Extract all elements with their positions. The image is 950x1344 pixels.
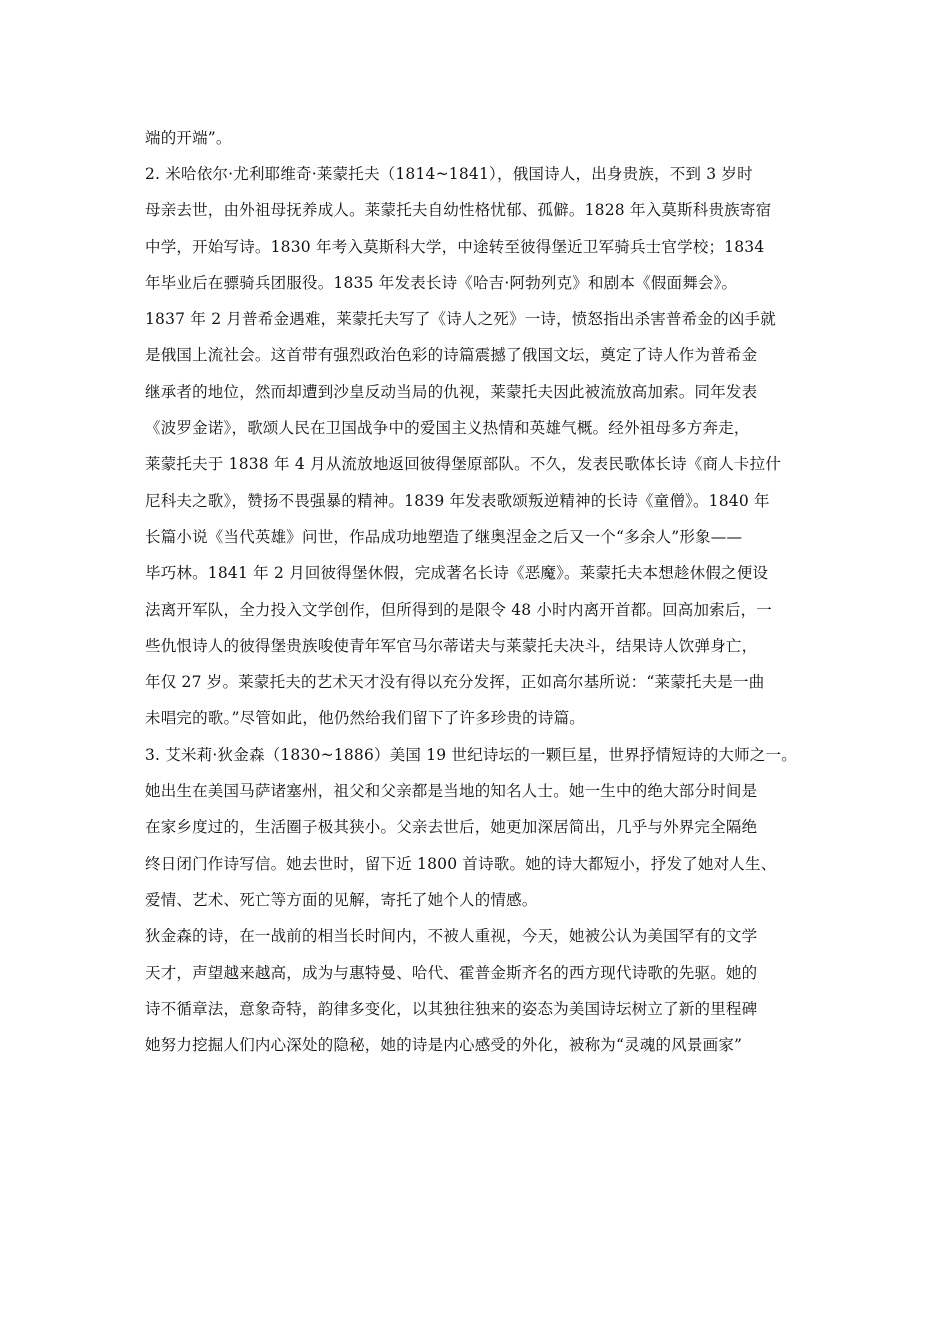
text-line: 终日闭门作诗写信。她去世时，留下近 1800 首诗歌。她的诗大都短小，抒发了她对人生、 [145,855,777,873]
text-line: 未唱完的歌。”尽管如此，他仍然给我们留下了许多珍贵的诗篇。 [145,709,585,727]
text-line: 爱情、艺术、死亡等方面的见解，寄托了她个人的情感。 [145,891,538,909]
text-line: 诗不循章法，意象奇特，韵律多变化，以其独往独来的姿态为美国诗坛树立了新的里程碑 [145,1000,758,1018]
text-line: 2. 米哈依尔·尤利耶维奇·莱蒙托夫（1814~1841），俄国诗人，出身贵族，不到 3 岁时 [145,165,753,183]
text-line: 尼科夫之歌》，赞扬不畏强暴的精神。1839 年发表歌颂叛逆精神的长诗《童僧》。1840 年 [145,492,770,510]
text-line: 母亲去世，由外祖母抚养成人。莱蒙托夫自幼性格忧郁、孤僻。1828 年入莫斯科贵族寄宿 [145,201,772,219]
text-line: 她出生在美国马萨诸塞州，祖父和父亲都是当地的知名人士。她一生中的绝大部分时间是 [145,782,758,800]
text-line: 长篇小说《当代英雄》问世，作品成功地塑造了继奥涅金之后又一个“多余人”形象—— [145,528,743,546]
text-line: 狄金森的诗，在一战前的相当长时间内，不被人重视，今天，她被公认为美国罕有的文学 [145,927,758,945]
text-line: 毕巧林。1841 年 2 月回彼得堡休假，完成著名长诗《恶魔》。莱蒙托夫本想趁休假之便设 [145,564,769,582]
text-line: 继承者的地位，然而却遭到沙皇反动当局的仇视，莱蒙托夫因此被流放高加索。同年发表 [145,383,758,401]
text-line: 些仇恨诗人的彼得堡贵族唆使青年军官马尔蒂诺夫与莱蒙托夫决斗，结果诗人饮弹身亡， [145,637,758,655]
text-line: 法离开军队，全力投入文学创作，但所得到的是限令 48 小时内离开首都。回高加索后，一 [145,601,772,619]
text-line: 端的开端”。 [145,129,232,147]
text-line: 3. 艾米莉·狄金森（1830~1886）美国 19 世纪诗坛的一颗巨星，世界抒情短诗的大师之一。 [145,746,797,764]
text-line: 年毕业后在骠骑兵团服役。1835 年发表长诗《哈吉·阿勃列克》和剧本《假面舞会》。 [145,274,738,292]
text-line: 莱蒙托夫于 1838 年 4 月从流放地返回彼得堡原部队。不久，发表民歌体长诗《商人卡拉什 [145,455,782,473]
text-line: 她努力挖掘人们内心深处的隐秘，她的诗是内心感受的外化，被称为“灵魂的风景画家” [145,1036,743,1054]
text-line: 中学，开始写诗。1830 年考入莫斯科大学，中途转至彼得堡近卫军骑兵士官学校；1834 [145,238,765,256]
text-line: 年仅 27 岁。莱蒙托夫的艺术天才没有得以充分发挥，正如高尔基所说：“莱蒙托夫是一曲 [145,673,765,691]
text-line: 是俄国上流社会。这首带有强烈政治色彩的诗篇震撼了俄国文坛，奠定了诗人作为普希金 [145,346,758,364]
text-line: 在家乡度过的，生活圈子极其狭小。父亲去世后，她更加深居简出，几乎与外界完全隔绝 [145,818,758,836]
text-line: 1837 年 2 月普希金遇难，莱蒙托夫写了《诗人之死》一诗，愤怒指出杀害普希金的凶手就 [145,310,776,328]
text-line: 《波罗金诺》，歌颂人民在卫国战争中的爱国主义热情和英雄气概。经外祖母多方奔走， [145,419,750,437]
text-line: 天才，声望越来越高，成为与惠特曼、哈代、霍普金斯齐名的西方现代诗歌的先驱。她的 [145,964,758,982]
